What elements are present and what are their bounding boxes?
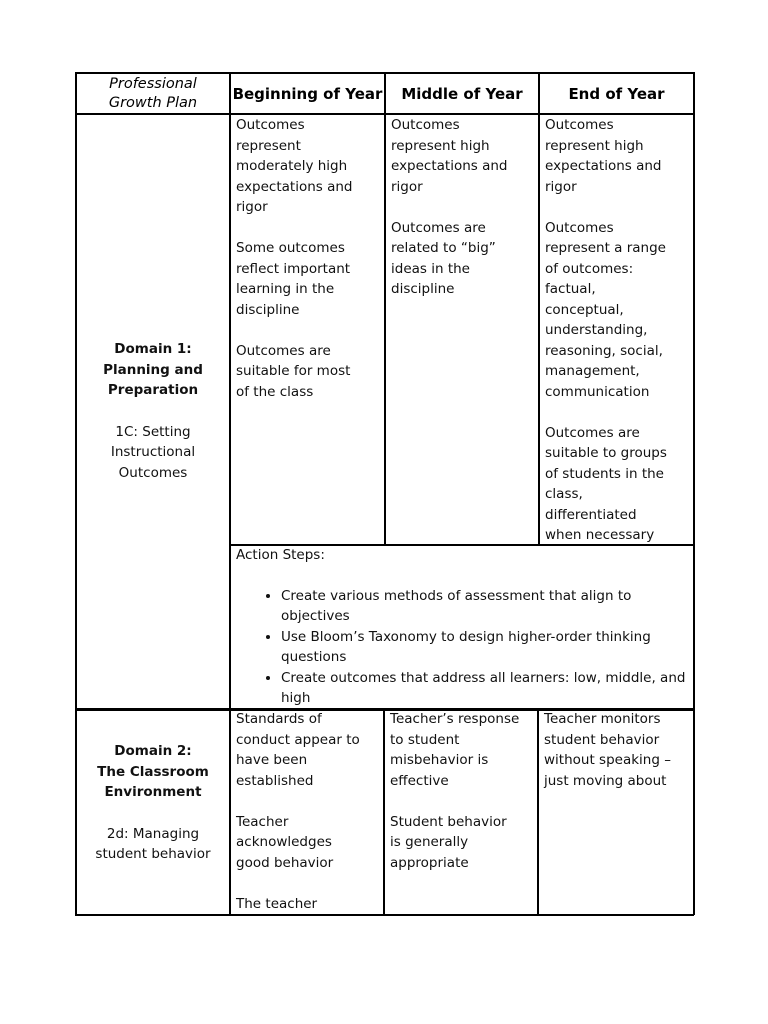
header-end-of-year: End of Year — [568, 84, 665, 103]
domain1-title: Domain 1: Planning and Preparation — [103, 341, 203, 398]
domain2-title: Domain 2: The Classroom Environment — [97, 743, 209, 800]
domain1-beginning-item: Some outcomes reflect important learning in the discipline — [236, 240, 351, 318]
action-steps-cell — [230, 545, 693, 708]
domain1-end-item: Outcomes represent high expectations and rigor — [545, 117, 662, 195]
domain2-beginning-item: Standards of conduct appear to have been established — [236, 711, 360, 789]
action-steps-label: Action Steps: — [236, 547, 325, 563]
domain2-beginning-item: The teacher — [236, 895, 318, 912]
table-border-right — [693, 72, 695, 915]
domain1-middle-item: Outcomes represent high expectations and rigor — [391, 117, 508, 195]
table-border-bottom — [75, 914, 694, 916]
domain2-middle-item: Student behavior is generally appropriate — [390, 813, 507, 871]
action-step-item: • Use Bloom’s Taxonomy to design higher-order thinking questions — [281, 627, 693, 668]
domain2-end-item: Teacher monitors student behavior without speaking – just moving about — [544, 711, 671, 789]
domain1-middle-item: Outcomes are related to “big” ideas in the discipline — [391, 219, 496, 297]
header-beginning-of-year: Beginning of Year — [232, 84, 383, 103]
action-step-item: • Create various methods of assessment that align to objectives — [281, 586, 693, 627]
domain2-beginning-cell — [230, 708, 383, 914]
domain2-middle-cell — [384, 708, 537, 914]
domain2-subtitle: 2d: Managing student behavior — [95, 825, 211, 862]
domain1-middle-cell — [385, 114, 538, 544]
header-professional-growth-plan: Professional Growth Plan — [108, 75, 198, 111]
action-step-item: • Create outcomes that address all learners: low, middle, and high — [281, 668, 693, 709]
domain2-beginning-item: Teacher acknowledges good behavior — [236, 813, 334, 871]
domain1-end-item: Outcomes are suitable to groups of students in the class, differentiated when necessary — [545, 424, 667, 543]
header-middle-of-year: Middle of Year — [401, 84, 523, 103]
domain1-subtitle: 1C: Setting Instructional Outcomes — [110, 423, 196, 481]
domain1-beginning-item: Outcomes are suitable for most of the class — [236, 342, 351, 400]
domain2-middle-item: Teacher’s response to student misbehavior is effective — [390, 711, 520, 789]
domain2-label-cell — [77, 741, 229, 871]
domain1-end-cell — [539, 114, 693, 544]
domain2-end-cell — [538, 708, 693, 914]
action-steps-list — [236, 586, 693, 709]
domain1-end-item: Outcomes represent a range of outcomes: factual, conceptual, understanding, reasoning, social, management, communication — [545, 219, 666, 400]
domain1-beginning-cell — [230, 114, 384, 544]
domain1-beginning-item: Outcomes represent moderately high expectations and rigor — [236, 117, 353, 215]
domain1-label-cell — [77, 339, 229, 499]
